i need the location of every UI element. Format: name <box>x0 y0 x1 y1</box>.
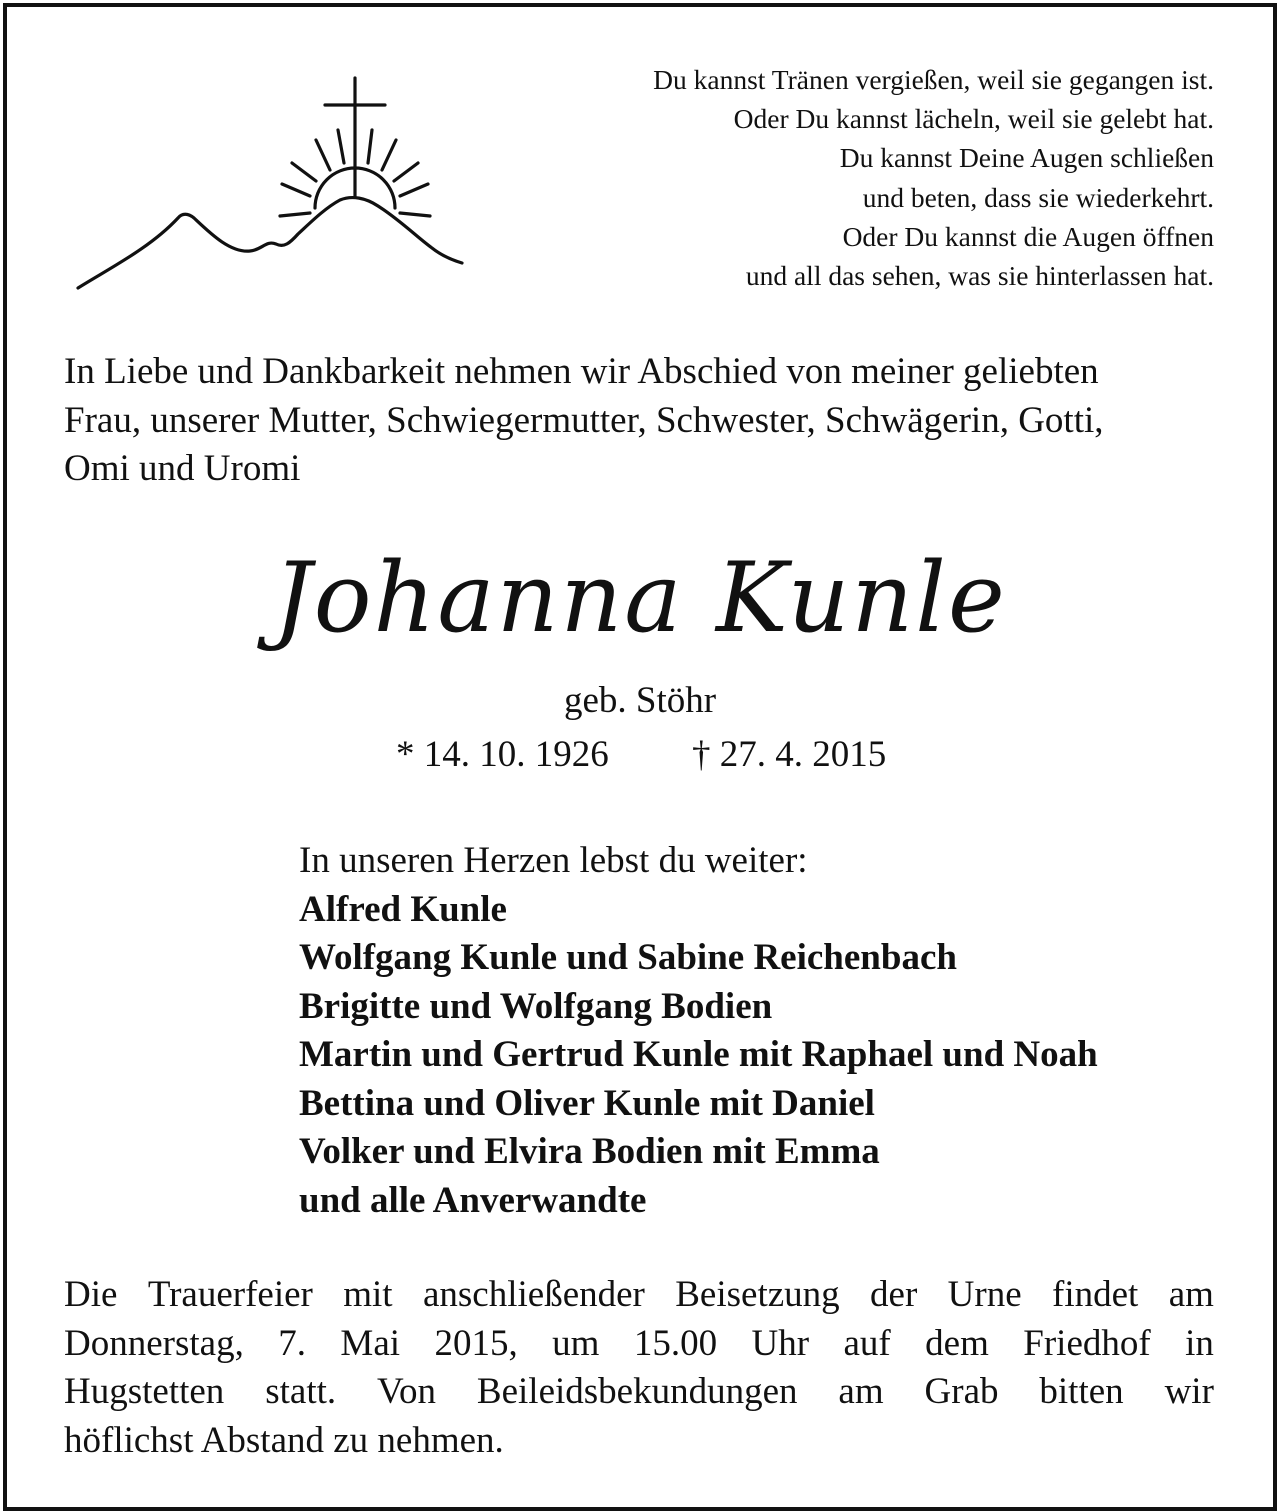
mourner-name: Wolfgang Kunle und Sabine Reichenbach <box>299 937 957 978</box>
funeral-info-line: höflichst Abstand zu nehmen. <box>64 1419 504 1461</box>
deceased-name: Johanna Kunle <box>273 542 1007 654</box>
funeral-info-line: Donnerstag, 7. Mai 2015, um 15.00 Uhr auf dem Friedhof in <box>64 1322 1214 1364</box>
poem-line: Du kannst Tränen vergießen, weil sie gegangen ist. <box>653 64 1214 95</box>
maiden-name: geb. Stöhr <box>563 680 717 721</box>
death-date: † 27. 4. 2015 <box>692 734 887 775</box>
poem-line: Du kannst Deine Augen schließen <box>839 142 1214 174</box>
intro-line: Frau, unserer Mutter, Schwiegermutter, Schwester, Schwägerin, Gotti, <box>64 399 1104 441</box>
funeral-info-line: Die Trauerfeier mit anschließender Beisetzung der Urne findet am <box>64 1274 1214 1315</box>
cross-on-mountain-with-sun-icon <box>70 68 470 300</box>
mourner-name: Volker und Elvira Bodien mit Emma <box>299 1131 880 1172</box>
mourner-name: Brigitte und Wolfgang Bodien <box>299 985 773 1027</box>
mourner-name: Alfred Kunle <box>299 888 507 930</box>
intro-line: In Liebe und Dankbarkeit nehmen wir Abschied von meiner geliebten <box>64 351 1099 392</box>
poem-line: und all das sehen, was sie hinterlassen hat. <box>745 260 1214 292</box>
poem-line: und beten, dass sie wiederkehrt. <box>862 181 1214 213</box>
intro-line: Omi und Uromi <box>64 448 301 489</box>
mourner-name: und alle Anverwandte <box>299 1179 647 1221</box>
poem-line: Oder Du kannst lächeln, weil sie gelebt hat. <box>733 103 1214 135</box>
mourner-name: Martin und Gertrud Kunle mit Raphael und Noah <box>299 1034 1098 1075</box>
mourners-list <box>299 837 1259 1225</box>
mourners-lead: In unseren Herzen lebst du weiter: <box>299 840 808 881</box>
funeral-info-line: Hugstetten statt. Von Beileidsbekundungen am Grab bitten wir <box>64 1371 1214 1412</box>
poem-line: Oder Du kannst die Augen öffnen <box>842 220 1214 252</box>
mourner-name: Bettina und Oliver Kunle mit Daniel <box>299 1082 875 1124</box>
birth-date: * 14. 10. 1926 <box>396 734 609 775</box>
funeral-info <box>64 1271 1214 1465</box>
intro-paragraph <box>64 348 1214 494</box>
poem <box>454 60 1214 295</box>
